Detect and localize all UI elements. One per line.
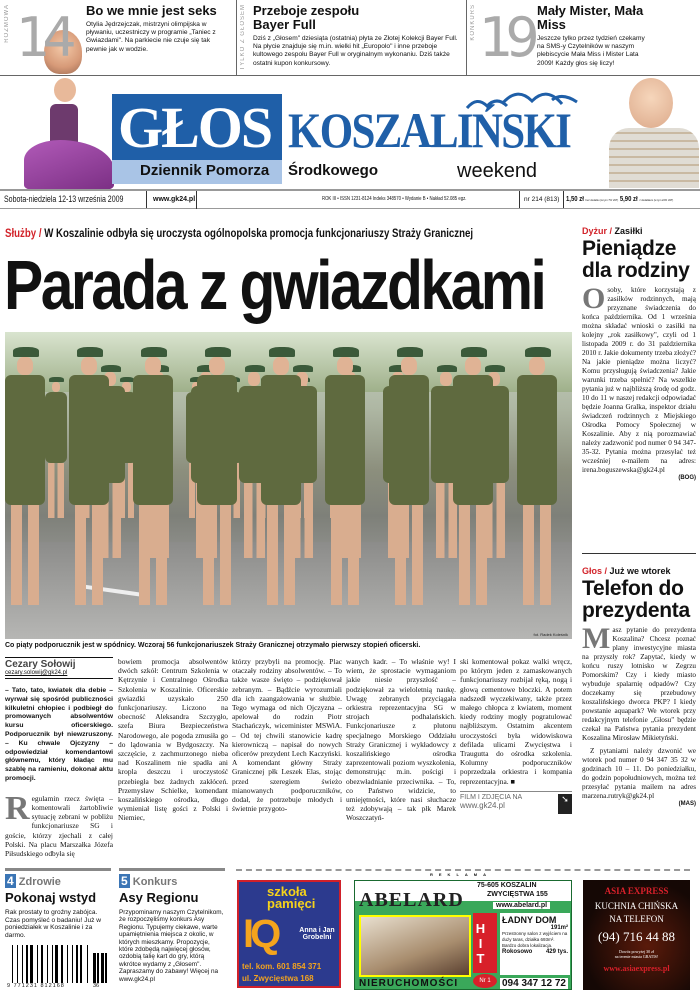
bottom-text: Rak prostaty to groźny zabójca. Czas pomyśleć o badaniu! Już w poniedziałek w Koszalinie i za darmo.: [5, 909, 102, 939]
soldier-figure: [325, 347, 365, 627]
side-signature: (BOG): [678, 475, 696, 481]
side-article-zasilki[interactable]: [582, 226, 696, 481]
photo-boy: [605, 78, 700, 188]
film-link[interactable]: [460, 791, 572, 815]
ad-note-2: na terenie miasta GRATIS!: [614, 954, 659, 959]
ad-offer: ŁADNY DOM: [502, 915, 557, 925]
teaser-page-number: 19: [479, 6, 532, 69]
price-1: 1,50 zł: [566, 196, 584, 203]
ad-line-1: KUCHNIA CHIŃSKA: [594, 901, 679, 911]
barcode-bar: [67, 945, 68, 983]
author-name: Cezary Sołowij: [5, 657, 113, 670]
teaser-text: Dziś z „Głosem" dziesiąta (ostatnia) płyta ze Złotej Kolekcji Bayer Full. Na płycie znajduje się m.in. wielki hit „Europolo" i inne przeboje kultowego zespołu Bayer Full w oryginalnym wykonaniu. Dziś także ostatni kupon konkursowy.: [253, 35, 458, 67]
drop-cap: O: [582, 282, 606, 315]
side-article-telefon[interactable]: [582, 553, 696, 807]
issue-number: nr 214 (813): [519, 191, 564, 208]
teaser-rozmowa[interactable]: [0, 0, 236, 76]
logo-weekend: weekend: [457, 160, 538, 182]
ad-abelard[interactable]: [354, 880, 572, 990]
barcode-bar: [61, 945, 63, 983]
barcode-addon: 36: [93, 983, 100, 989]
price-2: 5,90 zł: [619, 196, 638, 203]
bottom-teaser-konkurs[interactable]: [119, 868, 225, 983]
barcode: [7, 945, 107, 991]
soldier-figure: [197, 347, 237, 627]
ad-brand: szkoła pamięci: [267, 884, 316, 911]
barcode-digits: 9 771231 812168: [7, 983, 65, 989]
side-kicker: Już we wtorek: [609, 566, 671, 576]
ad-footer: NIERUCHOMOŚCI: [359, 978, 459, 989]
page-number-badge: 4: [7, 874, 14, 888]
side-section: Dyżur /: [582, 226, 613, 236]
drop-cap: M: [582, 622, 611, 655]
price-2-note: z dodatkiem (w tym 22% VAT): [639, 198, 674, 202]
barcode-bar: [52, 945, 53, 983]
soldier-figure: [261, 347, 301, 627]
article-column-3: którzy przybyli na promocję. Plac otaczały rodziny absolwentów. – To także wasze święto – podziękował zebranym. – Bądźcie wyrozumiali dla ich zaangażowania w służbie. Tego wymaga od nich Ojczyzna – apelował do rodzin Piotr Stachańczyk, wiceminister MSWiA. – Od tej chwili stanowicie kadrę kierowniczą – napisał do nowych oficerów prezydent Lech Kaczyński. A komendant główny Straży Granicznej płk Leszek Elas, stojąc przed szeregiem świeżo mianowanych podporuczników, dodał, że potrzebuje młodych i świetnie przygoto-: [232, 657, 342, 814]
ad-name: ABELARD: [359, 889, 464, 911]
barcode-bar: [41, 945, 43, 983]
ad-phone[interactable]: (94) 716 44 88: [598, 929, 675, 944]
side-title: Pieniądze dla rodziny: [582, 237, 690, 282]
side-section: Głos /: [582, 566, 608, 576]
article-lead: – Tato, tato, kwiatek dla debie – wyrwał się spośród publiczności kilkuletni chłopiec i podbiegł do promowanych absolwentów kursu oficerskiego. Podporucznik był niewzruszony. – Ku chwale Ojczyzny – odpowiedział komendantowi głównemu, który kładąc mu szablę na ramieniu, dokonał aktu promocji.: [5, 687, 113, 782]
ad-url[interactable]: www.abelard.pl: [493, 902, 550, 909]
ad-iq-logo: IQ: [243, 912, 278, 956]
teaser-text: Jeszcze tylko przez tydzień czekamy na SMS-y Czytelników w naszym plebiscycie Mała Miss i Mister Lata 2009! Każdy głos się liczy!: [537, 35, 645, 67]
teaser-title: Przeboje zespołu Bayer Full: [253, 3, 360, 32]
ad-url[interactable]: www.asiaexpress.pl: [603, 964, 670, 973]
ad-place: Rokosowo: [502, 949, 533, 955]
bottom-title: Pokonaj wstyd: [5, 890, 97, 905]
drop-cap: R: [5, 789, 30, 827]
soldier-figure: [517, 347, 557, 627]
cursor-icon: ➘: [558, 794, 572, 814]
ad-names: Anna i Jan Grobelni: [299, 927, 335, 941]
teaser-text: Otylia Jędrzejczak, mistrzyni olimpijska w pływaniu, uczestniczy w programie „Taniec z Gwiazdami". Na parkiecie nie czuje się tak pewnie jak w wodzie.: [86, 21, 216, 53]
side-text: asz pytanie do prezydenta Koszalina? Chcesz poznać plany inwestycyjne miasta na przyszły rok? Zapytać, kiedy w końcu ruszy lotnisko w Zegrzu Pomorskim? Czy i kiedy miasto wybuduje spalarnię odpadów? Czy doczekamy się przebudowy koszalińskiego dworca PKP? I kiedy powstanie aquapark? We wtorek przy redakcyjnym telefonie „Głosu" będzie czekał na Państwa pytania prezydent Koszalina Mirosław Mikietyński.: [582, 626, 696, 742]
barcode-bar: [55, 945, 58, 983]
parade-figures: [5, 332, 572, 639]
teaser-section-label: KONKURS: [470, 4, 476, 41]
teaser-bayer-full[interactable]: [236, 0, 466, 76]
ad-asia-express[interactable]: [583, 880, 690, 990]
info-bar: [0, 189, 700, 209]
photo-credit: fot. Radek Koleśnik: [533, 632, 568, 637]
teaser-title: Mały Mister, Mała Miss: [537, 3, 644, 32]
issn-info: ROK III • ISSN 1231-8124 Indeks 348570 • Wydanie B • Nakład 52.085 egz.: [322, 196, 467, 202]
barcode-bar: [30, 945, 33, 983]
side-text: soby, które korzystają z zasiłków rodzinnych, mają przyznane świadczenia do końca października. Od 1 września można składać wnioski o zasiłki na kolejny „rok zasiłkowy", czyli od 1 listopada 2009 r. do 31 października 2010 r. Jakie dokumenty trzeba złożyć? Na jakie pieniądze można liczyć? Komu przysługują świadczenia? Jakie warunki trzeba spełnić? Na wszelkie pytania już w najbliższą środę od godz. 10 do 11 w naszej redakcji odpowiadać będzie Joanna Gralka, inspektor działu świadczeń rodzinnych z Miejskiego Ośrodka Pomocy Społecznej w Koszalinie. Aby z nią porozmawiać należy zadzwonić pod numer 0 94 347-35-32. Pytania można przesyłać też wcześniej e-mailem na adres: irena.boguszewska@gk24.pl: [582, 286, 696, 474]
side-signature: (MAS): [678, 801, 696, 807]
article-column-2: bowiem promocja absolwentów dwóch szkół: Centrum Szkolenia w Kętrzynie i Centralnego Ośrodka Szkolenia w Koszalinie. Oficerskie gwiazdki uzyskało 250 funkcjonariuszy. Liczono na obecność Aleksandra Szczygło, szefa Biura Bezpieczeństwa Narodowego, ale pogoda zmusiła go do lądowania w Bydgoszczy. Na szczęście, z zachmurzonego nieba nad Koszalinem nie spadła ani kropla deszczu i uroczystość przebiegła bez żadnych zakłóceń. Przemysław Schielke, komendant koszalińskiego ośrodka, długo wymieniał listę gości z Polski i Niemiec,: [118, 657, 228, 823]
barcode-bar: [80, 945, 82, 983]
ad-phone[interactable]: 094 347 12 72: [502, 978, 566, 989]
masthead-logo[interactable]: [112, 94, 602, 186]
ad-room-photo: [359, 915, 471, 977]
page-number-badge: 5: [121, 874, 128, 888]
soldier-figure: [45, 377, 67, 531]
soldier-figure: [133, 347, 173, 627]
barcode-bar: [72, 945, 73, 983]
bottom-teaser-zdrowie[interactable]: [5, 868, 111, 939]
logo-subtitle-2: Środkowego: [288, 162, 379, 179]
logo-glos: GŁOS: [118, 95, 272, 160]
ad-area: 191m²: [550, 925, 568, 931]
soldier-figure: [389, 347, 429, 627]
side-kicker: Zasiłki: [614, 226, 643, 236]
soldier-figure: [453, 347, 493, 627]
ad-desc: Przestronny salon z wyjściem na duży taras, działka 693m². Bardzo dobra lokalizacja.: [502, 931, 568, 948]
bottom-text: Przypominamy naszym Czytelnikom, że rozpoczęliśmy konkurs Asy Regionu. Typujemy ciekawe, warte upamiętnienia miejsca z okolic, w których mieszkamy. Propozycje, które zdobędą najwięcej głosów, ozdobią talię kart do gry, którą wkrótce wydamy z „Głosem". Zapraszamy do zabawy! Więcej na www.gk24.pl: [119, 909, 224, 983]
ad-hit-badge: HIT: [473, 913, 497, 973]
bottom-title: Asy Regionu: [119, 890, 199, 905]
author-email[interactable]: cezary.solowij@gk24.pl: [5, 670, 113, 679]
barcode-bar: [47, 945, 48, 983]
issue-date: Sobota-niedziela 12-13 września 2009: [4, 194, 124, 204]
film-label: FILM I ZDJĘCIA NA: [460, 793, 523, 801]
article-column-4: wanych kadr. – To właśnie wy! I wiem, że sprostacie wymaganiom jakie niesie przyszłość – podziękował za wieloletnią naukę. Uwagę zebranych przyciągała orkiestra reprezentacyjna SG w strojach podhalańskich. Funkcjonariusze z plutonu specjalnego Morskiego Oddziału Straży Granicznej i wykładowcy z koszalińskiego ośrodka zaprezentowali poziom wyszkolenia, demonstrując m.in. pościgi i obezwładnianie przeciwnika. – To, co Państwo widzicie, to umiejętności, które nasi słuchacze też zdobywają – tak płk Marek Woszczatyń-: [346, 657, 456, 823]
logo-koszalinski: KOSZALIŃSKI: [288, 102, 571, 158]
teaser-section-label: ROZMOWA: [4, 4, 10, 43]
article-column-1: [5, 657, 113, 858]
ad-note-1: Dowóz powyżej 30 zł: [619, 949, 654, 954]
bottom-section: Zdrowie: [18, 876, 61, 888]
price-1-note: bez dodatku (w tym 7% VAT): [585, 198, 619, 202]
main-headline[interactable]: Parada z gwiazdkami: [4, 246, 545, 324]
film-url: www.gk24.pl: [460, 800, 505, 810]
main-photo-parade[interactable]: [5, 332, 572, 639]
barcode-bar: [26, 945, 28, 983]
barcode-bar: [17, 945, 18, 983]
ad-label: REKLAMA: [430, 872, 492, 877]
kicker-text: W Koszalinie odbyła się uroczysta ogólnopolska promocja funkcjonariuszy Straży Granicznej: [44, 228, 474, 240]
barcode-bar: [22, 945, 23, 983]
side-text-2: Z pytaniami należy dzwonić we wtorek pod numer 0 94 347 35 32 w godzinach 10 – 11. Do poniedziałku, do godzin popołudniowych, można też przesyłać pytania mailem na adres marzena.rutryk@gk24.pl: [582, 747, 696, 800]
ad-phone[interactable]: tel. kom. 601 854 371: [242, 962, 322, 971]
photo-dancer: [20, 78, 115, 190]
ad-brand: ASIA EXPRESS: [604, 886, 669, 896]
photo-caption: Co piąty podporucznik jest w spódnicy. Wczoraj 56 funkcjonariuszek Straży Granicznej otrzymało pierwszy stopień oficerski.: [5, 642, 421, 649]
ad-address: ul. Zwycięstwa 168: [242, 974, 314, 983]
logo-subtitle-1: Dziennik Pomorza: [140, 162, 270, 179]
main-kicker: [5, 228, 473, 240]
ad-line-2: NA TELEFON: [609, 914, 664, 924]
teaser-page-number: 14: [16, 6, 69, 69]
teaser-section-label: TYLKO Z GŁOSEM: [240, 4, 246, 71]
barcode-bar: [76, 945, 78, 983]
kicker-section: Służby /: [5, 228, 42, 240]
teaser-title: Bo we mnie jest seks: [86, 3, 217, 18]
article-column-5: ski komentował pokaz walki wręcz, po którym jeden z zamaskowanych funkcjonariuszy rozbijał ręką, nogą i głową cementowe bloczki. A potem nadszedł wyczekiwany, także przez małego chłopca z kwiatem, moment kiedy rodziny mogły pogratulować najbliższym. Ostatnim akcentem uroczystości była widowiskowa defilada ulicami Zwycięstwa i Traugutta do ośrodka szkolenia. Kolumny podporuczników poprzedzała orkiestra i kompania reprezentacyjna. ■: [460, 657, 572, 786]
seagulls-icon: [462, 86, 582, 116]
article-text: egulamin rzecz święta – komentowali żartobliwie sytuację zebrani w pobliżu funkcjonariusze SG i goście, którzy zjechali z całej Polski. Na placu Marszałka Józefa Piłsudskiego odbyła się: [5, 793, 113, 858]
ad-address-1: 75-605 KOSZALIN: [477, 882, 537, 889]
barcode-bar: [37, 945, 38, 983]
bottom-section: Konkurs: [132, 876, 178, 888]
teaser-maly-mister[interactable]: [466, 0, 700, 76]
ad-address-2: ZWYCIĘSTWA 155: [487, 891, 548, 898]
soldier-figure: [69, 347, 109, 627]
ad-price: 429 tys.: [545, 949, 568, 955]
ad-hit-number: Nr 1: [473, 974, 497, 988]
barcode-bar: [12, 945, 13, 983]
soldier-figure: [5, 347, 45, 627]
barcode-bar: [87, 945, 88, 983]
website-link[interactable]: www.gk24.pl: [146, 191, 195, 208]
ad-szkola-pamieci[interactable]: [237, 880, 341, 988]
side-title: Telefon do prezydenta: [582, 577, 690, 622]
